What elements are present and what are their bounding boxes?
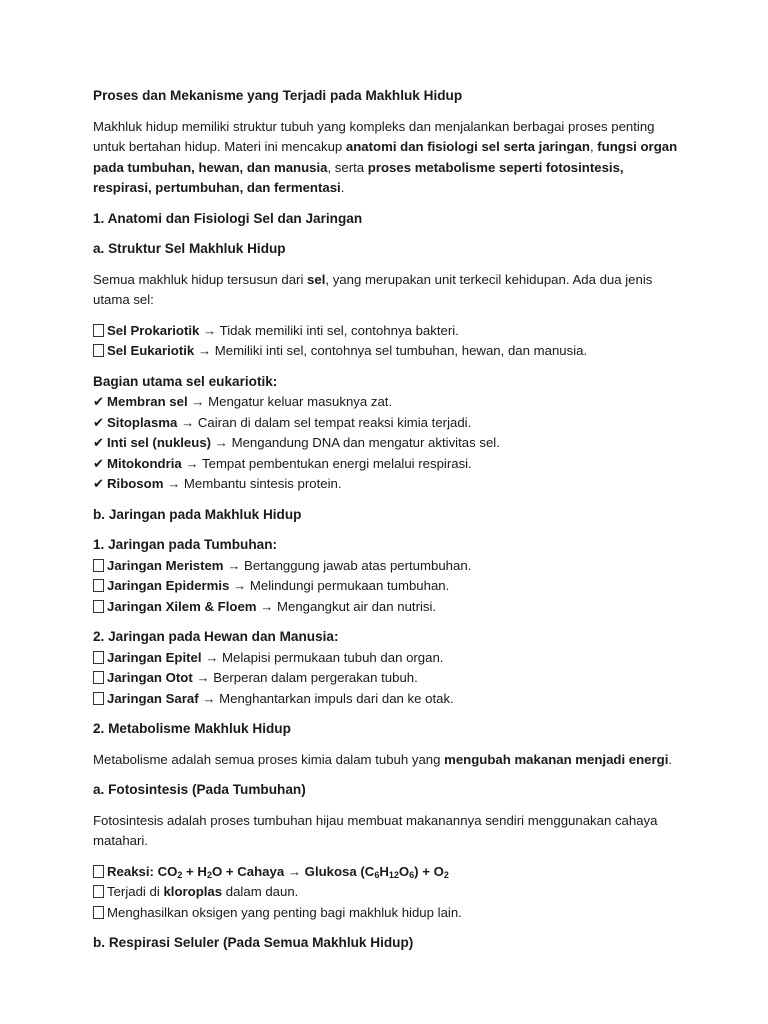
equation-part: O + Cahaya → Glukosa (C (211, 863, 375, 879)
intro-bold: fungsi organ pada tumbuhan, hewan, dan manusia (93, 139, 678, 175)
metabolism-paragraph (93, 750, 683, 771)
reaction-equation (107, 864, 449, 879)
intro-text: . (340, 180, 345, 195)
list-heading: 1. Jaringan pada Tumbuhan: (93, 537, 278, 552)
list-item (93, 454, 683, 475)
list-item (93, 668, 683, 689)
equation-subscript: 6 (374, 869, 380, 880)
list-item-desc: → Bertanggung jawab atas pertumbuhan. (223, 557, 472, 573)
list-item (93, 882, 683, 903)
list-item (93, 597, 683, 618)
animal-tissue-list (93, 627, 683, 709)
list-item (93, 392, 683, 413)
checkmark-icon: ✔ (93, 394, 105, 409)
missing-glyph-icon (93, 692, 104, 705)
list-item (93, 576, 683, 597)
missing-glyph-icon (93, 324, 104, 337)
equation-subscript: 2 (177, 869, 183, 880)
list-item (93, 474, 683, 495)
list-item-desc: Menghasilkan oksigen yang penting bagi makhluk hidup lain. (107, 904, 462, 920)
photosynthesis-list (93, 862, 683, 924)
list-item-desc: → Cairan di dalam sel tempat reaksi kimia terjadi. (177, 414, 472, 430)
list-item-desc: Terjadi di (107, 884, 164, 899)
section-heading: 2. Metabolisme Makhluk Hidup (93, 721, 291, 736)
list-item (93, 903, 683, 924)
cell-type-list (93, 321, 683, 362)
paragraph-text: . (668, 751, 673, 767)
photosynthesis-paragraph: Fotosintesis adalah proses tumbuhan hijau membuat makanannya sendiri menggunakan cahaya matahari. (93, 812, 658, 848)
missing-glyph-icon (93, 671, 104, 684)
list-item-term: Jaringan Epitel (107, 649, 202, 665)
subsection-heading: a. Struktur Sel Makhluk Hidup (93, 241, 286, 256)
paragraph-text: Semua makhluk hidup tersusun dari (93, 271, 308, 287)
document-title: Proses dan Mekanisme yang Terjadi pada Makhluk Hidup (93, 88, 463, 103)
intro-text: , (589, 139, 598, 154)
checkmark-icon: ✔ (93, 455, 105, 471)
checkmark-icon: ✔ (93, 414, 105, 430)
list-heading: Bagian utama sel eukariotik: (93, 373, 278, 389)
list-item (93, 341, 683, 362)
intro-paragraph (93, 117, 683, 199)
intro-bold: anatomi dan fisiologi sel serta jaringan (345, 139, 590, 154)
paragraph-bold: mengubah makanan menjadi energi (444, 751, 669, 767)
missing-glyph-icon (93, 579, 104, 592)
list-item-term: Jaringan Meristem (107, 557, 224, 573)
list-item-desc: → Mengangkut air dan nutrisi. (256, 598, 437, 614)
list-item (93, 556, 683, 577)
list-item-term: Jaringan Epidermis (107, 578, 230, 593)
list-item (93, 689, 683, 710)
equation-subscript: 12 (388, 869, 399, 880)
missing-glyph-icon (93, 651, 104, 664)
list-item-desc: → Membantu sintesis protein. (163, 476, 342, 491)
list-item-term: Ribosom (107, 476, 164, 491)
list-item (93, 862, 683, 883)
list-item-desc: → Memiliki inti sel, contohnya sel tumbuhan, hewan, dan manusia. (194, 343, 588, 358)
list-item (93, 648, 683, 669)
missing-glyph-icon (93, 559, 104, 572)
list-item-desc: → Melapisi permukaan tubuh dan organ. (201, 649, 444, 665)
missing-glyph-icon (93, 885, 104, 898)
missing-glyph-icon (93, 344, 104, 357)
equation-part: + H (182, 863, 207, 879)
subsection-heading: a. Fotosintesis (Pada Tumbuhan) (93, 782, 306, 797)
list-item-desc: → Tidak memiliki inti sel, contohnya bakteri. (199, 322, 459, 338)
section-heading: 1. Anatomi dan Fisiologi Sel dan Jaringan (93, 210, 363, 226)
missing-glyph-icon (93, 600, 104, 613)
equation-subscript: 2 (206, 869, 212, 880)
intro-bold: proses metabolisme seperti fotosintesis, respirasi, pertumbuhan, dan fermentasi (93, 159, 624, 195)
list-item-term: Mitokondria (107, 455, 182, 471)
list-item-desc: → Menghantarkan impuls dari dan ke otak. (198, 690, 454, 706)
list-item-desc: → Berperan dalam pergerakan tubuh. (192, 670, 418, 685)
list-item-desc: → Melindungi permukaan tumbuhan. (229, 578, 450, 593)
equation-part: ) + O (414, 863, 444, 879)
list-item-desc: dalam daun. (222, 884, 299, 899)
cell-paragraph (93, 270, 683, 311)
plant-tissue-list (93, 535, 683, 617)
list-item-term: Sitoplasma (107, 414, 178, 430)
list-heading: 2. Jaringan pada Hewan dan Manusia: (93, 629, 339, 644)
list-item (93, 433, 683, 454)
list-item-term: kloroplas (163, 884, 223, 899)
list-item-term: Jaringan Saraf (107, 690, 199, 706)
intro-text: , serta (327, 159, 368, 175)
list-item-term: Jaringan Xilem & Floem (107, 598, 257, 614)
checkmark-icon: ✔ (93, 476, 105, 491)
equation-subscript: 6 (409, 869, 415, 880)
paragraph-text: , yang merupakan unit terkecil kehidupan. Ada dua jenis utama sel: (93, 271, 653, 307)
paragraph-bold: sel (307, 271, 326, 287)
checkmark-icon: ✔ (93, 435, 105, 450)
equation-part: Reaksi: CO (107, 863, 178, 879)
list-item-term: Inti sel (nukleus) (107, 435, 212, 450)
list-item-desc: → Mengandung DNA dan mengatur aktivitas sel. (211, 435, 500, 450)
equation-part: H (379, 863, 389, 879)
subsection-heading: b. Respirasi Seluler (Pada Semua Makhluk Hidup) (93, 935, 414, 950)
missing-glyph-icon (93, 906, 104, 919)
list-item-term: Jaringan Otot (107, 670, 193, 685)
list-item-term: Sel Eukariotik (107, 343, 195, 358)
list-item-term: Membran sel (107, 394, 188, 409)
paragraph-text: Metabolisme adalah semua proses kimia dalam tubuh yang (93, 751, 445, 767)
equation-part: O (398, 863, 410, 879)
document-content (93, 86, 683, 954)
list-item-term: Sel Prokariotik (107, 322, 200, 338)
list-item-desc: → Tempat pembentukan energi melalui respirasi. (181, 455, 472, 471)
intro-text: Makhluk hidup memiliki struktur tubuh yang kompleks dan menjalankan berbagai proses penting untuk bertahan hidup. Materi ini mencakup (93, 118, 655, 154)
subsection-heading: b. Jaringan pada Makhluk Hidup (93, 506, 302, 522)
list-item (93, 413, 683, 434)
missing-glyph-icon (93, 865, 104, 878)
list-item-desc: → Mengatur keluar masuknya zat. (187, 394, 393, 409)
list-item (93, 321, 683, 342)
cell-parts-list (93, 372, 683, 495)
equation-subscript: 2 (443, 869, 449, 880)
